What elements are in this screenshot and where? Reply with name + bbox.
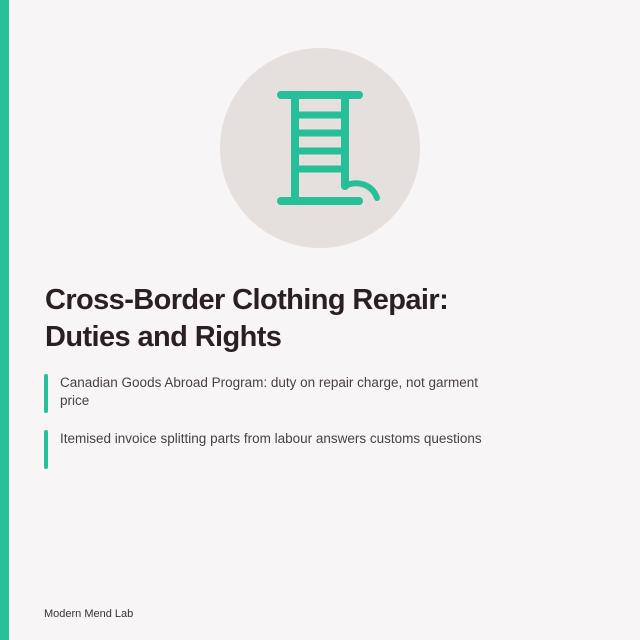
title-line-1: Cross-Border Clothing Repair: bbox=[45, 284, 449, 316]
key-point-text: Itemised invoice splitting parts from labour answers customs questions bbox=[60, 431, 482, 446]
title-line-2: Duties and Rights bbox=[45, 321, 282, 353]
key-point-marker bbox=[44, 374, 48, 413]
page-title bbox=[45, 282, 565, 356]
key-points-list bbox=[44, 374, 484, 468]
key-point-marker bbox=[44, 430, 48, 469]
thread-spool-icon bbox=[220, 48, 420, 248]
key-point bbox=[44, 374, 484, 410]
key-point-text: Canadian Goods Abroad Program: duty on repair charge, not garment price bbox=[60, 375, 478, 408]
key-point bbox=[44, 430, 484, 448]
left-accent-bar bbox=[0, 0, 9, 640]
footer-brand: Modern Mend Lab bbox=[44, 608, 134, 620]
hero-icon-circle bbox=[220, 48, 420, 248]
